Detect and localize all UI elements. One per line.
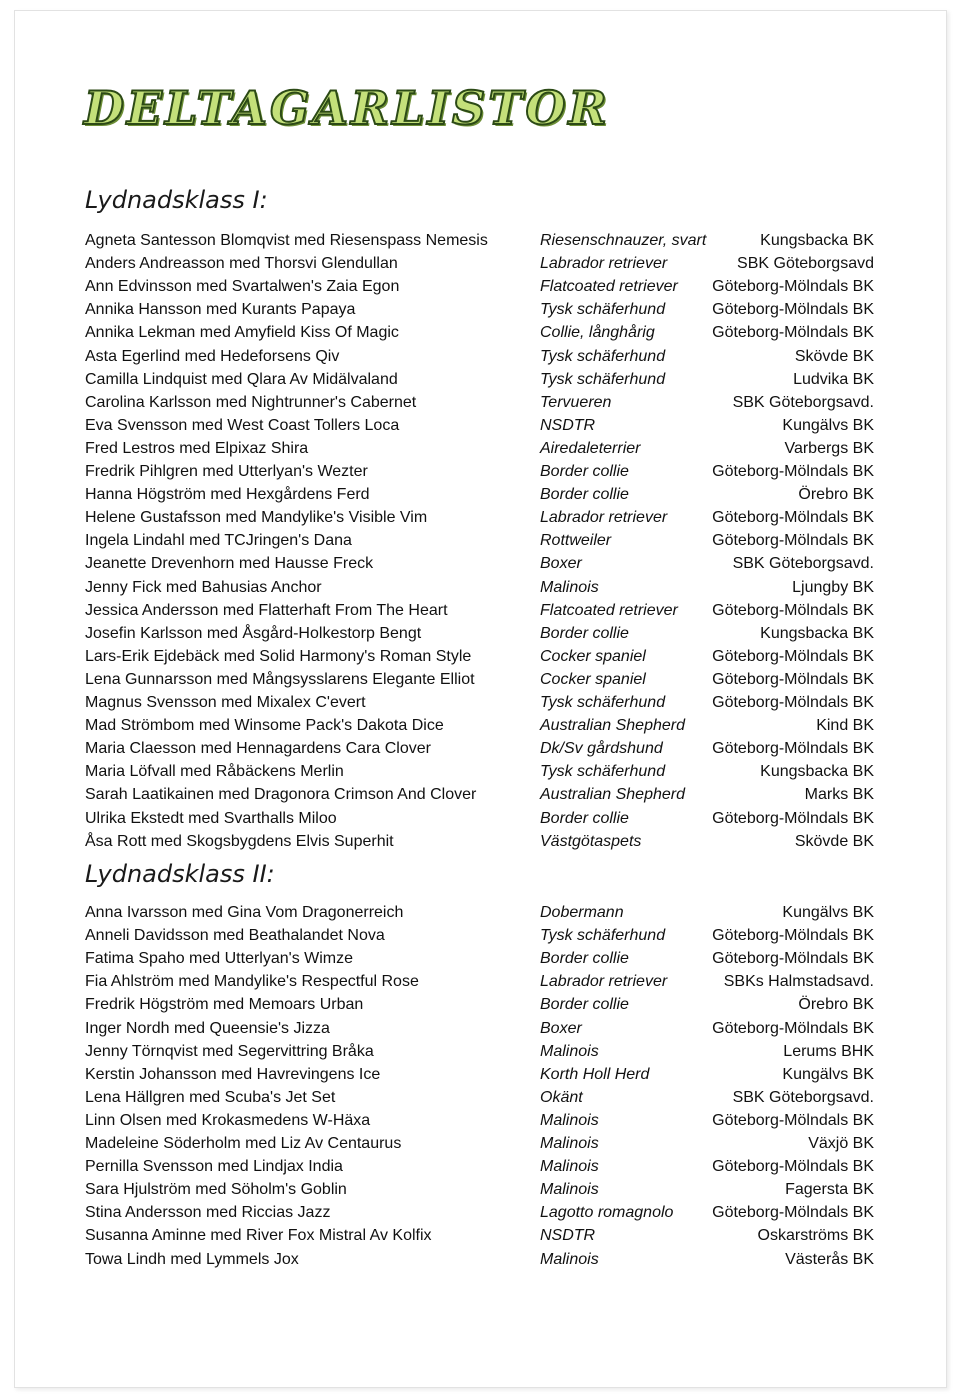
breed: NSDTR (540, 1227, 596, 1245)
owner-dog-name: Madeleine Söderholm med Liz Av Centaurus (85, 1135, 402, 1152)
breed: Cocker spaniel (540, 647, 646, 665)
owner-dog-name: Maria Löfvall med Råbäckens Merlin (85, 763, 344, 781)
owner-dog-name: Stina Andersson med Riccias Jazz (85, 1204, 331, 1222)
owner-dog-name: Ann Edvinsson med Svartalwen's Zaia Egon (85, 278, 400, 296)
owner-dog-name: Mad Strömbom med Winsome Pack's Dakota Dice (85, 717, 444, 735)
breed: Border collie (540, 624, 629, 642)
breed: Border collie (540, 996, 629, 1014)
list-item (0, 783, 960, 806)
breed: Lagotto romagnolo (540, 1204, 674, 1222)
list-item (0, 691, 960, 714)
owner-dog-name: Lena Hällgren med Scuba's Jet Set (85, 1088, 336, 1106)
breed: Airedaleterrier (540, 439, 641, 457)
breed: Labrador retriever (540, 255, 668, 273)
owner-dog-name: Anna Ivarsson med Gina Vom Dragonerreich (85, 904, 404, 921)
club-name: Göteborg-Mölndals BK (712, 1019, 874, 1037)
owner-dog-name: Josefin Karlsson med Åsgård-Holkestorp Bengt (85, 624, 422, 642)
breed: Border collie (540, 486, 629, 504)
club-name: Göteborg-Mölndals BK (712, 1111, 874, 1129)
list-item (0, 1086, 960, 1109)
owner-dog-name: Asta Egerlind med Hedeforsens Qiv (85, 347, 340, 365)
owner-dog-name: Linn Olsen med Krokasmedens W-Häxa (85, 1111, 371, 1129)
club-name: Göteborg-Mölndals BK (712, 509, 874, 527)
list-item (0, 414, 960, 437)
owner-dog-name: Fatima Spaho med Utterlyan's Wimze (85, 950, 354, 968)
club-name: Göteborg-Mölndals BK (712, 1204, 874, 1222)
breed: Tysk schäferhund (540, 763, 666, 781)
breed: Tysk schäferhund (540, 370, 666, 388)
list-item (0, 1040, 960, 1063)
breed: Labrador retriever (540, 509, 668, 527)
breed: Malinois (540, 1181, 599, 1199)
list-item (0, 252, 960, 275)
list-item (0, 645, 960, 668)
club-name: Skövde BK (794, 832, 874, 850)
owner-dog-name: Towa Lindh med Lymmels Jox (85, 1250, 299, 1268)
club-name: Kungsbacka BK (760, 763, 874, 781)
list-item (0, 1155, 960, 1178)
list-item (0, 993, 960, 1016)
breed: NSDTR (540, 416, 596, 434)
list-item (0, 460, 960, 483)
owner-dog-name: Fredrik Pihlgren med Utterlyan's Wezter (85, 463, 368, 480)
club-name: Göteborg-Mölndals BK (712, 740, 874, 758)
list-item (0, 1201, 960, 1224)
breed: Malinois (540, 1250, 599, 1268)
club-name: Kungälvs BK (782, 1065, 874, 1083)
list-item (0, 622, 960, 645)
page-title: DELTAGARLISTOR (84, 81, 610, 135)
club-name: Västerås BK (785, 1250, 874, 1268)
owner-dog-name: Camilla Lindquist med Qlara Av Midälvaland (85, 370, 398, 388)
owner-dog-name: Inger Nordh med Queensie's Jizza (85, 1019, 330, 1037)
owner-dog-name: Fia Ahlström med Mandylike's Respectful Rose (85, 973, 419, 991)
list-item (0, 599, 960, 622)
breed: Malinois (540, 1042, 599, 1060)
club-name: Växjö BK (808, 1135, 874, 1152)
owner-dog-name: Jenny Fick med Bahusias Anchor (85, 578, 322, 596)
owner-dog-name: Fred Lestros med Elpixaz Shira (85, 439, 309, 457)
list-item (0, 345, 960, 368)
owner-dog-name: Helene Gustafsson med Mandylike's Visible Vim (85, 509, 428, 527)
list-item (0, 1224, 960, 1247)
owner-dog-name: Åsa Rott med Skogsbygdens Elvis Superhit (85, 832, 394, 850)
club-name: SBK Göteborgsavd (737, 255, 874, 273)
breed: Boxer (540, 555, 582, 573)
owner-dog-name: Jenny Törnqvist med Segervittring Bråka (85, 1042, 374, 1060)
club-name: Göteborg-Mölndals BK (712, 1158, 874, 1176)
list-item (0, 668, 960, 691)
list-item (0, 924, 960, 947)
club-name: Göteborg-Mölndals BK (712, 927, 874, 945)
breed: Malinois (540, 578, 599, 596)
club-name: Göteborg-Mölndals BK (712, 278, 874, 296)
owner-dog-name: Carolina Karlsson med Nightrunner's Cabernet (85, 393, 417, 411)
breed: Border collie (540, 950, 629, 968)
breed: Flatcoated retriever (540, 278, 678, 296)
owner-dog-name: Jessica Andersson med Flatterhaft From The Heart (85, 601, 448, 619)
owner-dog-name: Maria Claesson med Hennagardens Cara Clover (85, 740, 431, 758)
club-name: Göteborg-Mölndals BK (712, 670, 874, 688)
list-item (0, 1109, 960, 1132)
club-name: Göteborg-Mölndals BK (712, 694, 874, 711)
list-item (0, 714, 960, 737)
owner-dog-name: Hanna Högström med Hexgårdens Ferd (85, 486, 370, 504)
breed: Cocker spaniel (540, 670, 646, 688)
owner-dog-name: Sarah Laatikainen med Dragonora Crimson And Clover (85, 786, 477, 804)
breed: Korth Holl Herd (540, 1065, 650, 1083)
section-heading-klass-1: Lydnadsklass I: (85, 186, 268, 214)
club-name: SBK Göteborgsavd. (732, 1088, 874, 1106)
owner-dog-name: Annika Hansson med Kurants Papaya (85, 301, 356, 319)
club-name: Oskarströms BK (757, 1227, 874, 1245)
owner-dog-name: Anneli Davidsson med Beathalandet Nova (85, 927, 385, 945)
club-name: Ludvika BK (793, 370, 874, 388)
breed: Rottweiler (540, 532, 612, 550)
club-name: Göteborg-Mölndals BK (712, 532, 874, 550)
breed: Tysk schäferhund (540, 301, 666, 319)
section-heading-klass-2: Lydnadsklass II: (85, 860, 275, 888)
breed: Collie, långhårig (540, 324, 655, 342)
list-item (0, 368, 960, 391)
breed: Labrador retriever (540, 973, 668, 991)
breed: Australian Shepherd (540, 717, 685, 735)
breed: Tervueren (540, 393, 612, 411)
list-item (0, 483, 960, 506)
owner-dog-name: Pernilla Svensson med Lindjax India (85, 1158, 343, 1176)
club-name: Kungälvs BK (782, 904, 874, 921)
owner-dog-name: Ingela Lindahl med TCJringen's Dana (85, 532, 352, 550)
owner-dog-name: Ulrika Ekstedt med Svarthalls Miloo (85, 809, 337, 827)
list-item (0, 970, 960, 993)
list-item (0, 807, 960, 830)
club-name: SBKs Halmstadsavd. (723, 973, 874, 991)
club-name: Ljungby BK (792, 578, 874, 596)
list-item (0, 830, 960, 853)
owner-dog-name: Annika Lekman med Amyfield Kiss Of Magic (85, 324, 399, 342)
list-item (0, 529, 960, 552)
list-item (0, 437, 960, 460)
list-item (0, 229, 960, 252)
club-name: Kungälvs BK (782, 416, 874, 434)
breed: Boxer (540, 1019, 582, 1037)
list-item (0, 506, 960, 529)
club-name: Marks BK (804, 786, 874, 804)
breed: Riesenschnauzer, svart (540, 232, 707, 249)
club-name: Göteborg-Mölndals BK (712, 950, 874, 968)
breed: Flatcoated retriever (540, 601, 678, 619)
breed: Malinois (540, 1158, 599, 1176)
list-item (0, 1248, 960, 1271)
club-name: Göteborg-Mölndals BK (712, 324, 874, 342)
owner-dog-name: Susanna Aminne med River Fox Mistral Av Kolfix (85, 1227, 432, 1245)
breed: Okänt (540, 1088, 583, 1106)
list-item (0, 576, 960, 599)
breed: Tysk schäferhund (540, 927, 666, 945)
breed: Australian Shepherd (540, 786, 685, 804)
list-item (0, 760, 960, 783)
owner-dog-name: Eva Svensson med West Coast Tollers Loca (85, 416, 400, 434)
breed: Dobermann (540, 904, 624, 921)
club-name: Göteborg-Mölndals BK (712, 463, 874, 480)
list-item (0, 1017, 960, 1040)
owner-dog-name: Jeanette Drevenhorn med Hausse Freck (85, 555, 374, 573)
club-name: SBK Göteborgsavd. (732, 555, 874, 573)
breed: Malinois (540, 1135, 599, 1152)
breed: Tysk schäferhund (540, 694, 666, 711)
list-item (0, 901, 960, 924)
list-item (0, 275, 960, 298)
club-name: SBK Göteborgsavd. (732, 393, 874, 411)
owner-dog-name: Lars-Erik Ejdebäck med Solid Harmony's Roman Style (85, 647, 472, 665)
list-item (0, 1132, 960, 1155)
owner-dog-name: Kerstin Johansson med Havrevingens Ice (85, 1065, 381, 1083)
breed: Malinois (540, 1111, 599, 1129)
club-name: Göteborg-Mölndals BK (712, 647, 874, 665)
club-name: Kungsbacka BK (760, 232, 874, 249)
breed: Västgötaspets (540, 832, 642, 850)
club-name: Göteborg-Mölndals BK (712, 301, 874, 319)
club-name: Kind BK (816, 717, 874, 735)
list-item (0, 552, 960, 575)
list-item (0, 947, 960, 970)
club-name: Kungsbacka BK (760, 624, 874, 642)
list-item (0, 737, 960, 760)
owner-dog-name: Fredrik Högström med Memoars Urban (85, 996, 364, 1014)
club-name: Örebro BK (798, 486, 874, 504)
club-name: Lerums BHK (783, 1042, 874, 1060)
breed: Dk/Sv gårdshund (540, 740, 663, 758)
breed: Tysk schäferhund (540, 347, 666, 365)
club-name: Göteborg-Mölndals BK (712, 809, 874, 827)
owner-dog-name: Lena Gunnarsson med Mångsysslarens Elegante Elliot (85, 670, 475, 688)
list-item (0, 1063, 960, 1086)
owner-dog-name: Sara Hjulström med Söholm's Goblin (85, 1181, 347, 1199)
club-name: Örebro BK (798, 996, 874, 1014)
list-item (0, 321, 960, 344)
breed: Border collie (540, 809, 629, 827)
list-item (0, 1178, 960, 1201)
owner-dog-name: Magnus Svensson med Mixalex C'evert (85, 694, 366, 711)
owner-dog-name: Agneta Santesson Blomqvist med Riesenspass Nemesis (85, 232, 488, 249)
club-name: Skövde BK (794, 347, 874, 365)
breed: Border collie (540, 463, 629, 480)
club-name: Göteborg-Mölndals BK (712, 601, 874, 619)
list-item (0, 298, 960, 321)
club-name: Fagersta BK (785, 1181, 874, 1199)
owner-dog-name: Anders Andreasson med Thorsvi Glendullan (85, 255, 398, 273)
club-name: Varbergs BK (784, 439, 874, 457)
list-item (0, 391, 960, 414)
